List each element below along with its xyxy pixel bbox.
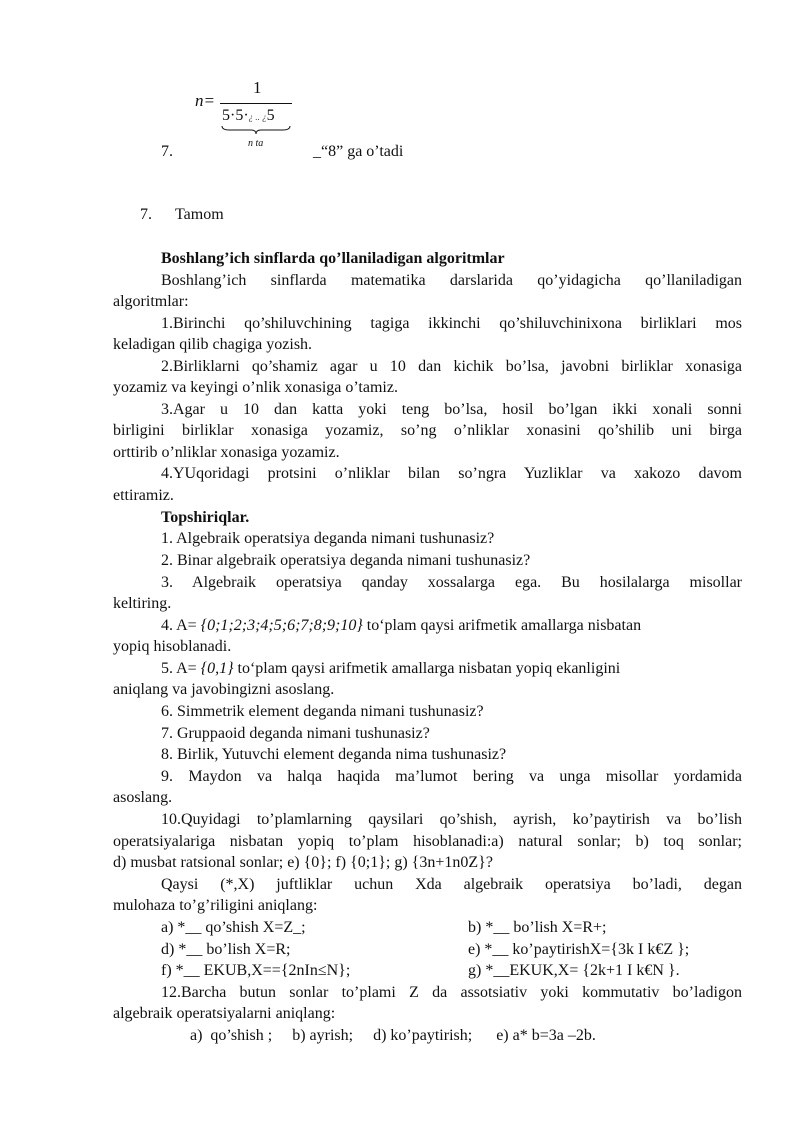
- task-line: 12.Barcha butun sonlar to’plami Z da assotsiativ yoki kommutativ bo’ladigon: [161, 984, 742, 1001]
- rule-line: 2.Birliklarni qo’shamiz agar u 10 dan kichik bo’lsa, javobni birliklar xonasiga: [161, 358, 742, 375]
- task-line: asoslang.: [113, 789, 173, 806]
- task-line: mulohaza to’g’riligini aniqlang:: [113, 897, 318, 914]
- task-line: 7. Gruppaoid deganda nimani tushunasiz?: [161, 725, 430, 742]
- rule-line: birligini birliklar xonasiga yozamiz, so’ng o’nliklar xonasini qo’shilib uni birga: [113, 422, 742, 439]
- task-line: 10.Quyidagi to’plamlarning qaysilari qo’shish, ayrish, ko’paytirish va bo’lish: [161, 811, 742, 828]
- task-line: 8. Birlik, Yutuvchi element deganda nima tushunasiz?: [161, 746, 507, 763]
- option-item: f) *__ EKUB,X=={2nIn≤N};: [161, 962, 351, 979]
- option-item: g) *__EKUK,X= {2k+1 I k€N }.: [468, 962, 680, 979]
- formula-numerator: 1: [253, 78, 262, 97]
- formula-lhs: n=: [195, 91, 215, 110]
- task-line: yopiq hisoblanadi.: [113, 638, 232, 655]
- task-line: d) musbat ratsional sonlar; e) {0}; f) {0;1}; g) {3n+1n0Z}?: [113, 854, 493, 871]
- step-number: 7.: [161, 143, 173, 160]
- task-line: 5. A= {0,1} to‘plam qaysi arifmetik amallarga nisbatan yopiq ekanligini: [161, 660, 621, 677]
- task-line: Qaysi (*,X) juftliklar uchun Xda algebraik operatsiya bo’ladi, degan: [161, 876, 742, 893]
- task-line: 9. Maydon va halqa haqida ma’lumot bering va unga misollar yordamida: [161, 768, 742, 785]
- task-line: keltiring.: [113, 595, 172, 612]
- option-item: a) qo’shish ; b) ayrish; d) ko’paytirish; e) a* b=3a –2b.: [190, 1027, 596, 1044]
- task-line: 3. Algebraik operatsiya qanday xossalarga ega. Bu hosilalarga misollar: [161, 574, 742, 591]
- paragraph-line: Boshlang’ich sinflarda matematika darslarida qo’yidagicha qo’llaniladigan: [161, 272, 742, 289]
- brace-label: n ta: [248, 138, 264, 149]
- task-line: 2. Binar algebraik operatsiya deganda nimani tushunasiz?: [161, 552, 531, 569]
- rule-line: 1.Birinchi qo’shiluvchining tagiga ikkinchi qo’shiluvchinixona birliklari mos: [161, 315, 742, 332]
- task-line: 6. Simmetrik element deganda nimani tushunasiz?: [161, 703, 484, 720]
- task-line: algebraik operatsiyalarni aniqlang:: [113, 1005, 336, 1022]
- task-line: 1. Algebraik operatsiya deganda nimani tushunasiz?: [161, 530, 495, 547]
- formula-n: [195, 78, 305, 160]
- rule-line: 4.YUqoridagi protsini o’nliklar bilan so’ngra Yuzliklar va xakozo davom: [161, 465, 742, 482]
- task-line: operatsiyalariga nisbatan yopiq to’plam hisoblanadi:a) natural sonlar; b) toq sonlar;: [113, 833, 742, 850]
- option-item: e) *__ ko’paytirishX={3k I k€Z };: [468, 941, 690, 958]
- rule-line: keladigan qilib chagiga yozish.: [113, 336, 313, 353]
- rule-line: orttirib o’nliklar xonasiga yozamiz.: [113, 444, 340, 461]
- option-item: d) *__ bo’lish X=R;: [161, 941, 291, 958]
- step-number: 7.: [140, 206, 152, 223]
- step-text: _“8” ga o’tadi: [313, 143, 404, 160]
- rule-line: 3.Agar u 10 dan katta yoki teng bo’lsa, hosil bo’lgan ikki xonali sonni: [161, 401, 742, 418]
- section-heading: Boshlang’ich sinflarda qo’llaniladigan algoritmlar: [161, 250, 505, 267]
- step-text: Tamom: [175, 206, 224, 223]
- rule-line: ettiramiz.: [113, 487, 174, 504]
- task-line: aniqlang va javobingizni asoslang.: [113, 681, 335, 698]
- paragraph-line: algoritmlar:: [113, 293, 189, 310]
- task-line: 4. A= {0;1;2;3;4;5;6;7;8;9;10} to‘plam qaysi arifmetik amallarga nisbatan: [161, 617, 642, 634]
- fraction-bar: [220, 103, 292, 104]
- option-item: a) *__ qo’shish X=Z_;: [161, 919, 306, 936]
- underbrace-icon: [221, 126, 291, 134]
- rule-line: yozamiz va keyingi o’nlik xonasiga o’tamiz.: [113, 379, 398, 396]
- option-item: b) *__ bo’lish X=R+;: [468, 919, 607, 936]
- formula-denominator: 5·5·¿ .. ¿5: [222, 107, 275, 124]
- tasks-heading: Topshiriqlar.: [161, 509, 250, 526]
